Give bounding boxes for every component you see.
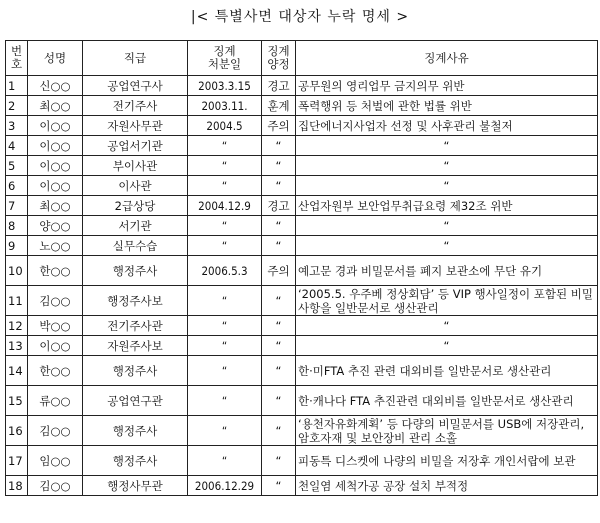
row-disposition-date: “	[188, 236, 262, 256]
row-rank: 전기주사	[83, 96, 188, 116]
row-number: 11	[6, 286, 28, 316]
row-rank: 서기관	[83, 216, 188, 236]
row-name: 한○○	[28, 356, 83, 386]
row-disciplinary-level: 주의	[262, 116, 296, 136]
row-reason: 공무원의 영리업무 금지의무 위반	[296, 76, 598, 96]
row-number: 15	[6, 386, 28, 416]
row-disciplinary-level: “	[262, 216, 296, 236]
header-no: 번 호	[6, 41, 28, 76]
table-row	[6, 286, 598, 316]
row-disposition-date: “	[188, 176, 262, 196]
row-reason: 집단에너지사업자 선정 및 사후관리 불철저	[296, 116, 598, 136]
row-disposition-date: “	[188, 336, 262, 356]
row-disposition-date: 2003.11.	[188, 96, 262, 116]
row-name: 임○○	[28, 446, 83, 476]
row-name: 박○○	[28, 316, 83, 336]
row-disposition-date: “	[188, 286, 262, 316]
header-name: 성명	[28, 41, 83, 76]
row-number: 1	[6, 76, 28, 96]
row-number: 13	[6, 336, 28, 356]
table-row	[6, 386, 598, 416]
row-reason: “	[296, 176, 598, 196]
row-number: 5	[6, 156, 28, 176]
table-row	[6, 76, 598, 96]
row-number: 4	[6, 136, 28, 156]
header-rank: 직급	[83, 41, 188, 76]
row-disposition-date: “	[188, 356, 262, 386]
row-number: 14	[6, 356, 28, 386]
table-row	[6, 136, 598, 156]
row-disposition-date: “	[188, 386, 262, 416]
table-row	[6, 356, 598, 386]
row-disciplinary-level: “	[262, 236, 296, 256]
row-disposition-date: “	[188, 216, 262, 236]
row-reason: “	[296, 336, 598, 356]
row-reason: ‘2005.5. 우주베 정상회담’ 등 VIP 행사일정이 포함된 비밀사항을 일반문서로 생산관리	[296, 286, 598, 316]
row-rank: 행정사무관	[83, 476, 188, 496]
row-name: 이○○	[28, 136, 83, 156]
row-name: 노○○	[28, 236, 83, 256]
row-name: 김○○	[28, 416, 83, 446]
row-disciplinary-level: “	[262, 336, 296, 356]
row-disciplinary-level: “	[262, 136, 296, 156]
row-name: 김○○	[28, 476, 83, 496]
row-disciplinary-level: “	[262, 156, 296, 176]
row-disposition-date: 2004.12.9	[188, 196, 262, 216]
row-rank: 행정주사보	[83, 286, 188, 316]
row-name: 이○○	[28, 176, 83, 196]
row-number: 17	[6, 446, 28, 476]
row-disposition-date: “	[188, 446, 262, 476]
row-number: 6	[6, 176, 28, 196]
row-reason: “	[296, 316, 598, 336]
row-disposition-date: “	[188, 136, 262, 156]
row-disposition-date: 2006.12.29	[188, 476, 262, 496]
row-rank: 공업연구사	[83, 76, 188, 96]
row-name: 최○○	[28, 96, 83, 116]
row-disposition-date: 2006.5.3	[188, 256, 262, 286]
row-reason: “	[296, 136, 598, 156]
row-rank: 2급상당	[83, 196, 188, 216]
row-disposition-date: “	[188, 156, 262, 176]
row-number: 7	[6, 196, 28, 216]
row-disciplinary-level: 훈계	[262, 96, 296, 116]
row-number: 18	[6, 476, 28, 496]
row-reason: 피동특 디스켓에 나량의 비밀을 저장후 개인서랍에 보관	[296, 446, 598, 476]
row-reason: 천일염 세척가공 공장 설치 부적정	[296, 476, 598, 496]
row-disciplinary-level: “	[262, 316, 296, 336]
table-row	[6, 216, 598, 236]
row-name: 류○○	[28, 386, 83, 416]
row-name: 이○○	[28, 156, 83, 176]
table-row	[6, 256, 598, 286]
row-disposition-date: 2004.5	[188, 116, 262, 136]
row-number: 16	[6, 416, 28, 446]
header-reason: 징계사유	[296, 41, 598, 76]
row-rank: 행정주사	[83, 446, 188, 476]
row-disciplinary-level: “	[262, 446, 296, 476]
row-disposition-date: “	[188, 316, 262, 336]
table-row	[6, 416, 598, 446]
table-header-row	[6, 41, 598, 76]
row-rank: 자원사무관	[83, 116, 188, 136]
table-row	[6, 196, 598, 216]
row-rank: 이사관	[83, 176, 188, 196]
row-disciplinary-level: “	[262, 416, 296, 446]
row-rank: 행정주사	[83, 416, 188, 446]
table-row	[6, 316, 598, 336]
row-disciplinary-level: “	[262, 356, 296, 386]
row-number: 10	[6, 256, 28, 286]
table-row	[6, 236, 598, 256]
row-reason: ‘용천자유화계획’ 등 다량의 비밀문서를 USB에 저장관리, 암호자재 및 보안장비 관리 소홀	[296, 416, 598, 446]
row-name: 이○○	[28, 116, 83, 136]
row-disciplinary-level: “	[262, 176, 296, 196]
row-name: 양○○	[28, 216, 83, 236]
document-title: |< 특별사면 대상자 누락 명세 >	[190, 9, 410, 25]
table-row	[6, 336, 598, 356]
row-disciplinary-level: 경고	[262, 196, 296, 216]
row-rank: 부이사관	[83, 156, 188, 176]
row-name: 김○○	[28, 286, 83, 316]
row-disciplinary-level: “	[262, 476, 296, 496]
row-name: 한○○	[28, 256, 83, 286]
omission-list-table	[5, 40, 598, 496]
row-reason: 산업자원부 보안업무취급요령 제32조 위반	[296, 196, 598, 216]
row-name: 최○○	[28, 196, 83, 216]
row-rank: 행정주사	[83, 256, 188, 286]
row-disciplinary-level: 경고	[262, 76, 296, 96]
row-number: 8	[6, 216, 28, 236]
row-disciplinary-level: “	[262, 386, 296, 416]
row-rank: 전기주사관	[83, 316, 188, 336]
table-row	[6, 116, 598, 136]
row-name: 이○○	[28, 336, 83, 356]
table-row	[6, 446, 598, 476]
row-reason: “	[296, 216, 598, 236]
row-rank: 공업연구관	[83, 386, 188, 416]
row-reason: 한·캐나다 FTA 추진관련 대외비를 일반문서로 생산관리	[296, 386, 598, 416]
row-reason: “	[296, 156, 598, 176]
row-rank: 행정주사	[83, 356, 188, 386]
row-reason: “	[296, 236, 598, 256]
header-date: 징계 처분일	[188, 41, 262, 76]
row-rank: 실무수습	[83, 236, 188, 256]
row-disposition-date: “	[188, 416, 262, 446]
row-name: 신○○	[28, 76, 83, 96]
table-row	[6, 96, 598, 116]
row-number: 12	[6, 316, 28, 336]
row-reason: 폭력행위 등 처벌에 관한 법률 위반	[296, 96, 598, 116]
row-disciplinary-level: 주의	[262, 256, 296, 286]
table-row	[6, 476, 598, 496]
row-rank: 공업서기관	[83, 136, 188, 156]
row-disposition-date: 2003.3.15	[188, 76, 262, 96]
row-number: 3	[6, 116, 28, 136]
table-row	[6, 176, 598, 196]
table-row	[6, 156, 598, 176]
row-reason: 예고문 경과 비밀문서를 폐지 보관소에 무단 유기	[296, 256, 598, 286]
header-level: 징계 양정	[262, 41, 296, 76]
row-rank: 자원주사보	[83, 336, 188, 356]
row-disciplinary-level: “	[262, 286, 296, 316]
row-number: 2	[6, 96, 28, 116]
row-reason: 한·미FTA 추진 관련 대외비를 일반문서로 생산관리	[296, 356, 598, 386]
row-number: 9	[6, 236, 28, 256]
